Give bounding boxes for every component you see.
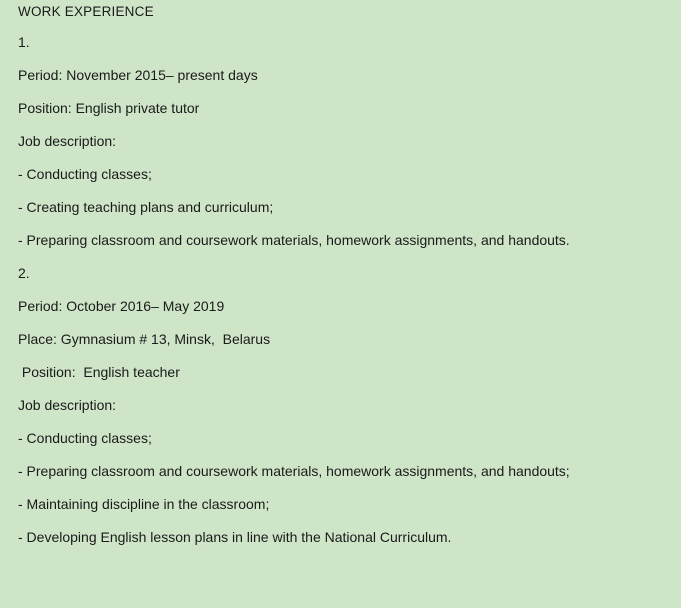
entry-line-duty: - Preparing classroom and coursework materials, homework assignments, and handouts; [18, 463, 570, 479]
entry-number: 1. [18, 34, 30, 50]
entry-line-duty: - Preparing classroom and coursework materials, homework assignments, and handouts. [18, 232, 570, 248]
entry-line-position: Position: English private tutor [18, 100, 200, 116]
entry-line-duty: - Conducting classes; [18, 430, 152, 446]
entry-line-job-description: Job description: [18, 133, 117, 149]
entry-line-job-description: Job description: [18, 397, 117, 413]
work-experience-entry-2 [18, 265, 663, 545]
entry-line-duty: - Creating teaching plans and curriculum; [18, 199, 274, 215]
entry-line-duty: - Conducting classes; [18, 166, 152, 182]
page-title: WORK EXPERIENCE [18, 4, 154, 19]
entry-line-period: Period: October 2016– May 2019 [18, 298, 225, 314]
work-experience-entry-1 [18, 34, 663, 248]
entry-line-period: Period: November 2015– present days [18, 67, 258, 83]
entry-line-place: Place: Gymnasium # 13, Minsk, Belarus [18, 331, 271, 347]
entry-number: 2. [18, 265, 30, 281]
entry-line-duty: - Maintaining discipline in the classroom; [18, 496, 270, 512]
entry-line-position: Position: English teacher [18, 364, 180, 380]
entry-line-duty: - Developing English lesson plans in line with the National Curriculum. [18, 529, 452, 545]
